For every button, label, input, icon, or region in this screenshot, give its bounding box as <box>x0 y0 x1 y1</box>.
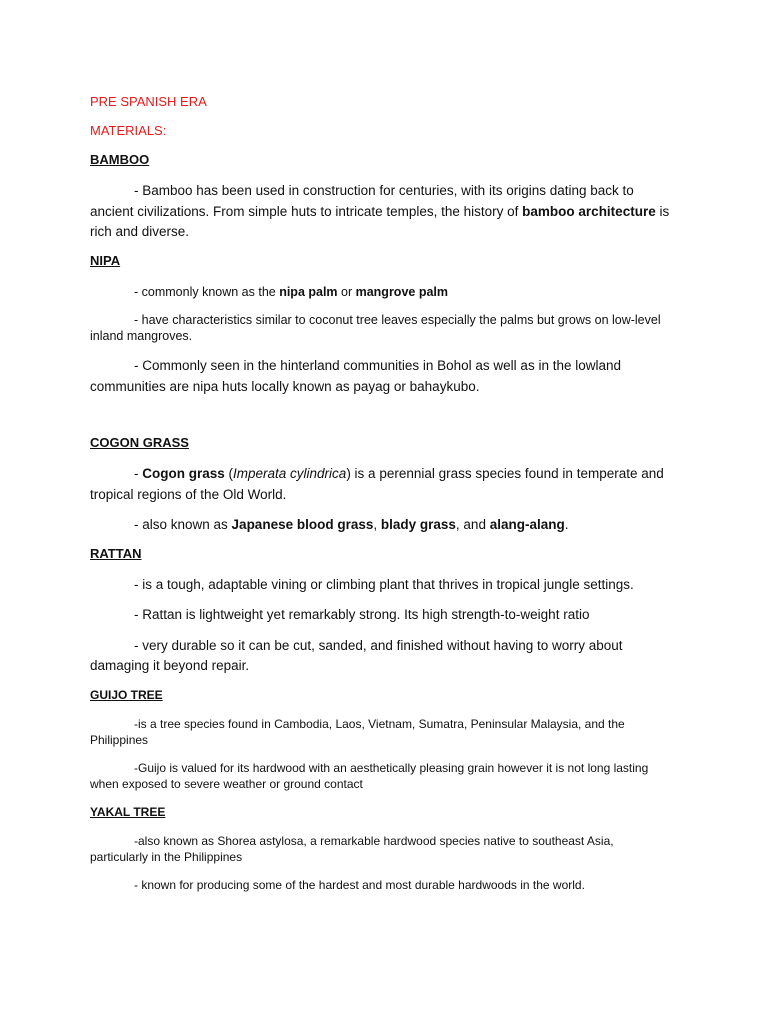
text-segment: - commonly known as the <box>134 284 280 299</box>
section-heading-nipa: NIPA <box>90 252 121 268</box>
cogon-paragraph-2 <box>90 515 672 536</box>
section-heading-yakal-tree: YAKAL TREE <box>90 804 166 819</box>
materials-label: MATERIALS: <box>90 123 167 138</box>
bold-segment: Cogon grass <box>142 466 225 481</box>
text-segment: ) is a perennial grass species found in temperate and tropical regions of the Old World. <box>90 466 664 502</box>
nipa-paragraph-2: - have characteristics similar to coconut tree leaves especially the palms but grows on low-level inland mangroves. <box>90 313 661 343</box>
bold-segment: bamboo architecture <box>522 203 656 219</box>
nipa-paragraph-1 <box>90 282 672 303</box>
section-heading-bamboo: BAMBOO <box>90 152 150 167</box>
section-heading-guijo-tree: GUIJO TREE <box>90 687 163 702</box>
spacer <box>90 407 672 435</box>
text-segment: - <box>134 466 143 481</box>
rattan-paragraph-1: - is a tough, adaptable vining or climbing plant that thrives in tropical jungle settings. <box>134 576 634 592</box>
section-heading-cogon-grass: COGON GRASS <box>90 435 189 450</box>
text-segment: . <box>564 517 569 532</box>
text-segment: is rich and diverse. <box>90 203 670 239</box>
bold-segment: alang-alang <box>489 517 565 532</box>
document-title: PRE SPANISH ERA <box>90 94 207 109</box>
guijo-paragraph-1: -is a tree species found in Cambodia, Laos, Vietnam, Sumatra, Peninsular Malaysia, and the Philippines <box>90 716 625 747</box>
bold-segment: mangrove palm <box>355 284 448 299</box>
rattan-paragraph-3: - very durable so it can be cut, sanded, and finished without having to worry about damaging it beyond repair. <box>90 637 623 673</box>
bold-segment: Japanese blood grass <box>231 517 374 532</box>
nipa-paragraph-3: - Commonly seen in the hinterland communities in Bohol as well as in the lowland communities are nipa huts locally known as payag or bahaykubo. <box>90 358 621 394</box>
text-segment: ( <box>224 466 234 481</box>
text-segment: , <box>373 517 381 532</box>
yakal-paragraph-2: - known for producing some of the hardest and most durable hardwoods in the world. <box>134 877 585 892</box>
bamboo-paragraph-1 <box>90 181 672 243</box>
text-segment: or <box>337 284 356 299</box>
italic-segment: Imperata cylindrica <box>233 466 347 481</box>
text-segment: , and <box>455 517 490 532</box>
text-segment: - also known as <box>134 517 232 532</box>
bold-segment: nipa palm <box>279 284 338 299</box>
cogon-paragraph-1 <box>90 464 672 505</box>
yakal-paragraph-1: -also known as Shorea astylosa, a remarkable hardwood species native to southeast Asia, particularly in the Philippines <box>90 833 614 864</box>
bold-segment: blady grass <box>380 517 456 532</box>
text-segment: - Bamboo has been used in construction for centuries, with its origins dating back to ancient civilizations. From simple huts to intricate temples, the history of <box>90 183 634 219</box>
rattan-paragraph-2: - Rattan is lightweight yet remarkably strong. Its high strength-to-weight ratio <box>134 607 590 622</box>
guijo-paragraph-2: -Guijo is valued for its hardwood with an aesthetically pleasing grain however it is not long lasting when exposed to severe weather or ground contact <box>90 760 649 791</box>
section-heading-rattan: RATTAN <box>90 545 142 561</box>
